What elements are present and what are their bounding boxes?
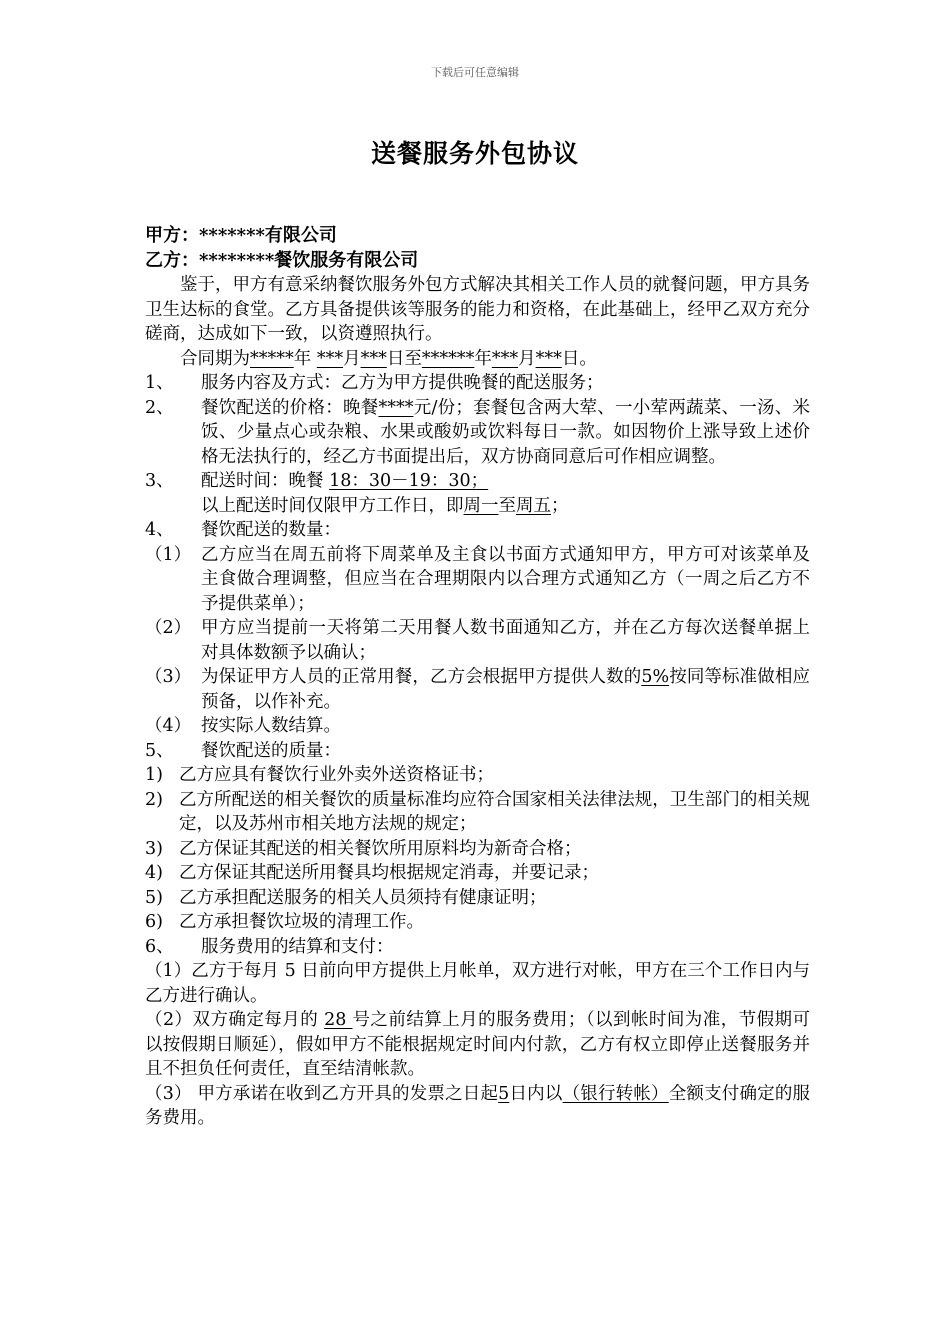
page-header-note: 下载后可任意编辑 xyxy=(431,66,519,79)
section-number: 6、 xyxy=(145,936,174,957)
section-number: 4、 xyxy=(145,520,174,540)
party-b-label: 乙方： xyxy=(145,249,199,271)
section-5 xyxy=(145,739,810,764)
section-text: 餐饮配送的价格：晚餐****元/份；套餐包含两大荤、一小荤两蔬菜、一汤、米饭、少量点心或杂粮、水果或酸奶或饮料每日一款。如因物价上涨导致上述价格无法执行的，经乙方书面提出后，双方协商同意后可作相应调整。 xyxy=(201,397,810,467)
list-item: （1） 乙方应当在周五前将下周菜单及主食以书面方式通知甲方，甲方可对该菜单及主食做合理调整，但应当在合理期限内以合理方式通知乙方（一周之后乙方不予提供菜单）； xyxy=(145,544,810,614)
section-number: 2、 xyxy=(145,397,174,418)
term-end-month: *** xyxy=(491,348,519,369)
party-b-name: ********餐饮服务有限公司 xyxy=(199,249,419,271)
section-3 xyxy=(145,469,810,494)
section-4 xyxy=(145,518,810,543)
payment-clause-3: （3） 甲方承诺在收到乙方开具的发票之日起5日内以（银行转帐）全额支付确定的服务费用。 xyxy=(145,1083,811,1128)
reserve-percentage: 5% xyxy=(641,667,670,687)
section-number: 5、 xyxy=(145,740,174,761)
term-end-day: *** xyxy=(535,348,562,369)
list-item: 5) 乙方承担配送服务的相关人员须持有健康证明； xyxy=(145,887,547,908)
workday-to: 周五 xyxy=(516,495,551,516)
document-title: 送餐服务外包协议 xyxy=(370,139,579,168)
payment-clause-1: （1）乙方于每月 5 日前向甲方提供上月帐单，双方进行对帐，甲方在三个工作日内与乙方进行确认。 xyxy=(145,961,810,1006)
preamble: 鉴于，甲方有意采纳餐饮服务外包方式解决其相关工作人员的就餐问题，甲方具务卫生达标的食堂。乙方具备提供该等服务的能力和资格，在此基础上，经甲乙双方充分磋商，达成如下一致，以资遵照执行。 xyxy=(145,275,810,344)
section-number: 3、 xyxy=(145,471,174,491)
list-item: 1) 乙方应具有餐饮行业外卖外送资格证书； xyxy=(145,765,494,785)
section-2 xyxy=(145,396,810,470)
delivery-time: 18：30－19：30； xyxy=(329,471,489,491)
list-item: （2） 甲方应当提前一天将第二天用餐人数书面通知乙方，并在乙方每次送餐单据上对具体数额予以确认； xyxy=(145,618,810,663)
meal-price: **** xyxy=(378,397,414,418)
payment-method: （银行转帐） xyxy=(562,1083,669,1104)
contract-term: 合同期为*****年 ***月***日至******年***月***日。 xyxy=(180,348,597,369)
section-text: 配送时间：晚餐 18：30－19：30； xyxy=(201,471,489,491)
party-a-label: 甲方： xyxy=(145,225,199,246)
party-a-line xyxy=(145,224,810,249)
section-text: 服务内容及方式：乙方为甲方提供晚餐的配送服务； xyxy=(201,373,604,393)
payment-days: 5 xyxy=(498,1083,510,1104)
section-text: 餐饮配送的数量： xyxy=(201,520,341,540)
section-6 xyxy=(145,935,810,960)
payment-clause-2: （2）双方确定每月的 28 号之前结算上月的服务费用；（以到帐时间为准，节假期可以按假期日顺延），假如甲方不能根据规定时间内付款，乙方有权立即停止送餐服务并且不担负任何责任，直至结清帐款。 xyxy=(145,1010,811,1079)
section-3-workdays: 以上配送时间仅限甲方工作日，即周一至周五； xyxy=(201,495,569,516)
list-item: 3) 乙方保证其配送的相关餐饮所用原料均为新奇合格； xyxy=(145,838,582,859)
section-number: 1、 xyxy=(145,373,174,393)
term-end-year: ****** xyxy=(421,348,475,369)
term-start-month: *** xyxy=(316,348,344,369)
list-item: 4) 乙方保证其配送所用餐具均根据规定消毒，并要记录； xyxy=(145,863,599,883)
section-1 xyxy=(145,371,810,396)
workday-from: 周一 xyxy=(463,495,499,516)
settlement-day: 28 xyxy=(324,1010,353,1030)
contract-body xyxy=(145,224,810,1131)
section-text: 服务费用的结算和支付： xyxy=(201,936,394,957)
section-text: 餐饮配送的质量： xyxy=(201,740,341,761)
party-b-line xyxy=(145,249,810,274)
list-item: 6) 乙方承担餐饮垃圾的清理工作。 xyxy=(145,912,424,932)
term-start-day: *** xyxy=(360,348,387,369)
list-item: （4） 按实际人数结算。 xyxy=(145,716,341,736)
term-start-year: ***** xyxy=(250,348,294,369)
list-item: （3） 为保证甲方人员的正常用餐，乙方会根据甲方提供人数的5%按同等标准做相应预备，以作补充。 xyxy=(145,667,810,712)
party-a-name: *******有限公司 xyxy=(199,225,337,246)
list-item: 2) 乙方所配送的相关餐饮的质量标准均应符合国家相关法律法规，卫生部门的相关规定，以及苏州市相关地方法规的规定； xyxy=(145,789,810,834)
